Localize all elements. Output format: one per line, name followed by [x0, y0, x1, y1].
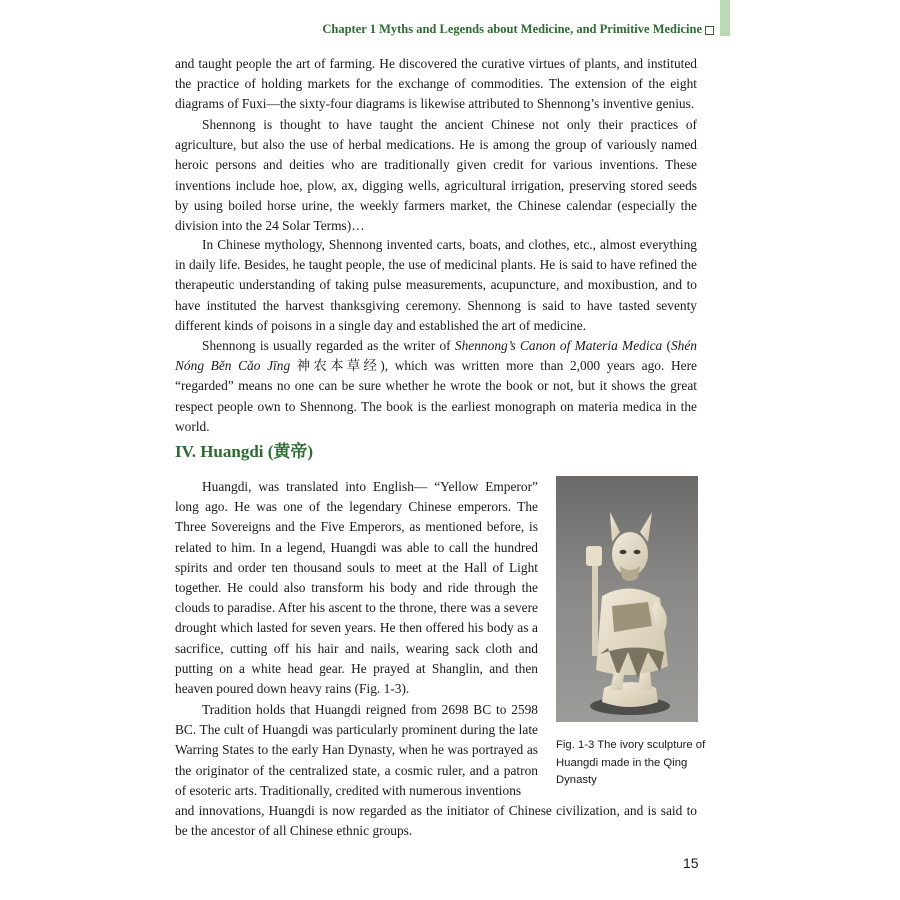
section-heading-huangdi: IV. Huangdi (黄帝) — [175, 442, 314, 461]
paragraph-huangdi-legend: Huangdi, was translated into English— “Yellow Emperor” long ago. He was one of the legendary Chinese emperors. The Three Sovereigns and the Five Emperors, as mentioned before, is related to him. In a legend, Huangdi was able to call the hundred spirits and order ten thousand souls to meet at the Hall of Light together. He could also transform his body and ride through the clouds to paradise. After his ascent to the throne, there was a severe drought which lasted for seven years. He then offered his body as a sacrifice, cutting off his hair and nails, wearing sack cloth and putting on a white head gear. He prayed at Shanglin, and then heaven poured down heavy rains (Fig. 1-3). — [175, 479, 538, 697]
paragraph-huangdi-tradition: Tradition holds that Huangdi reigned from 2698 BC to 2598 BC. The cult of Huangdi was particularly prominent during the late Warring States to the early Han Dynasty, when he was portrayed as the originator of the centralized state, a cosmic ruler, and a patron of esoteric arts. Traditionally, credited with numerous inventions — [175, 702, 538, 798]
page-number: 15 — [683, 855, 699, 871]
paragraph-shennong-canon — [175, 336, 697, 437]
canon-rest-text: ), which was written more than 2,000 years ago. Here “regarded” means no one can be sure whether he wrote the book or not, but it shows the great respect people own to Shennong. The book is the earliest monograph on materia medica in the world. — [175, 358, 697, 434]
paragraph-shennong-mythology: In Chinese mythology, Shennong invented carts, boats, and clothes, etc., almost everything in daily life. Besides, he taught people, the use of medicinal plants. He is said to have refined the therapeutic understanding of taking pulse measurements, acupuncture, and moxibustion, and to have instituted the harvest thanksgiving ceremony. Shennong is said to have tasted seventy different kinds of poisons in a single day and established the art of medicine. — [175, 237, 697, 333]
canon-paren: ( — [662, 338, 671, 353]
canon-pinyin: Shén Nóng Běn Cǎo Jīng — [175, 338, 697, 374]
page-edge-tab — [720, 0, 730, 36]
huangdi-sculpture-illustration — [556, 476, 698, 722]
running-title: Chapter 1 Myths and Legends about Medicine, and Primitive Medicine — [322, 22, 702, 36]
running-header — [300, 20, 730, 40]
paragraph-shennong-farming: and taught people the art of farming. He discovered the curative virtues of plants, and instituted the practice of holding markets for the exchange of commodities. The extension of the eight diagrams of Fuxi—the sixty-four diagrams is likewise attributed to Shennong’s inventive genius. — [175, 56, 697, 112]
paragraph-huangdi-civilization: and innovations, Huangdi is now regarded as the initiator of Chinese civilization, and is said to be the ancestor of all Chinese ethnic groups. — [175, 803, 697, 839]
paragraph-shennong-agriculture: Shennong is thought to have taught the ancient Chinese not only their practices of agriculture, but also the use of herbal medications. He is among the group of variously named heroic persons and deities who are traditionally given credit for various inventions. These inventions include hoe, plow, ax, digging wells, agricultural irrigation, preserving stored seeds by using boiled horse urine, the weekly farmers market, the Chinese calendar (especially the division into the 24 Solar Terms)… — [175, 117, 697, 234]
canon-title: Shennong’s Canon of Materia Medica — [454, 338, 663, 353]
canon-lead-text: Shennong is usually regarded as the writer of — [202, 338, 455, 353]
ivory-sculpture-photo — [556, 476, 698, 722]
header-box-icon — [705, 26, 714, 35]
canon-chinese: 神农本草经 — [290, 358, 381, 374]
figure-caption: Fig. 1-3 The ivory sculpture of Huangdi made in the Qing Dynasty — [556, 739, 706, 786]
